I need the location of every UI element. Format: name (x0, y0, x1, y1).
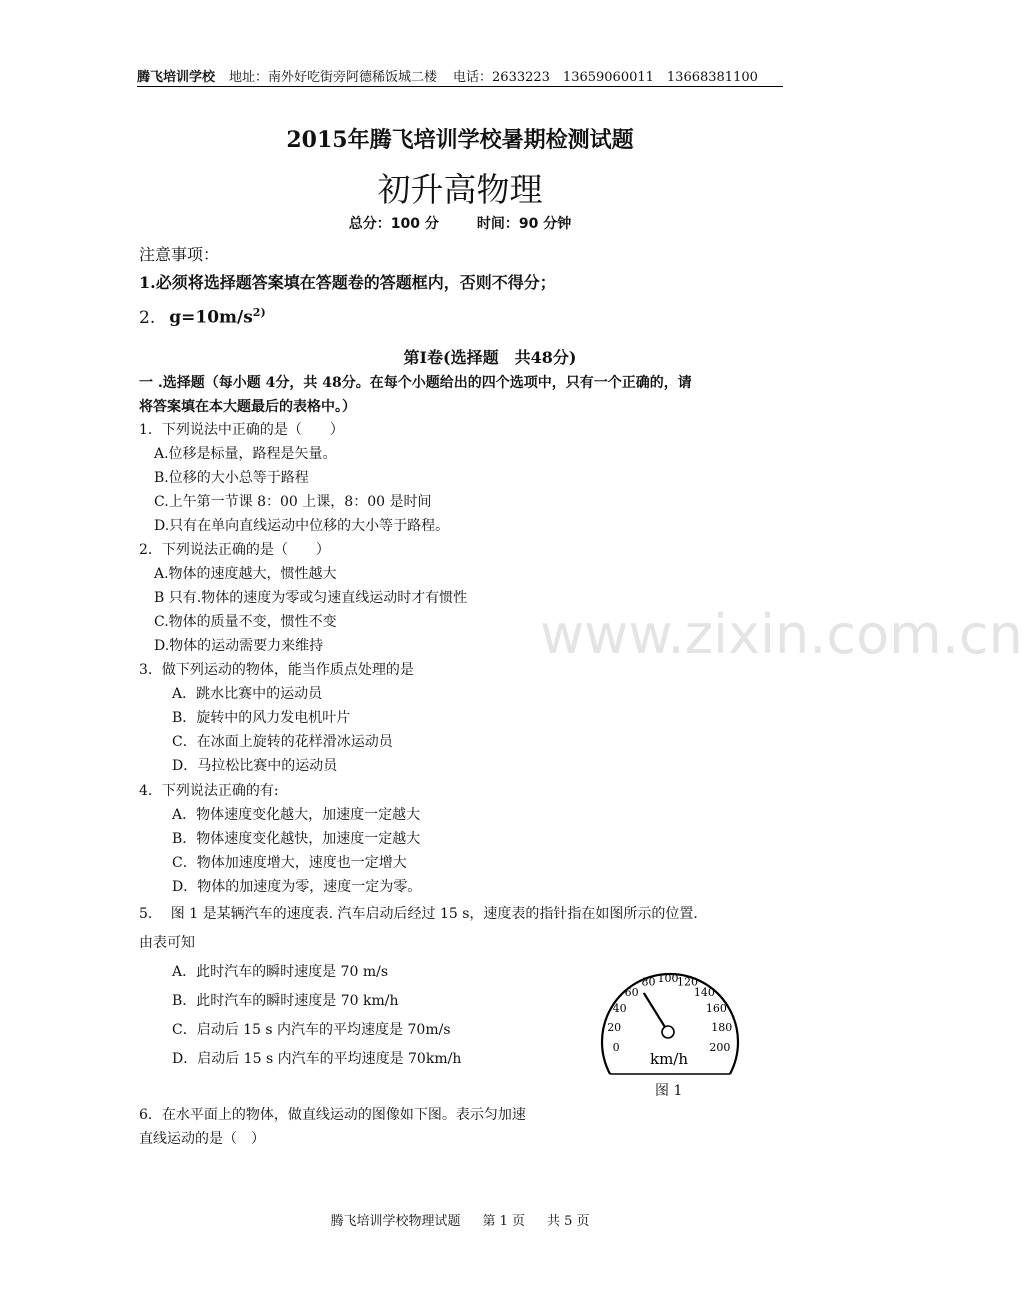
speedometer-figure (596, 960, 744, 1080)
note-item-2-text: g=10m/s (169, 307, 253, 328)
exam-title: 2015年腾飞培训学校暑期检测试题 (286, 127, 634, 153)
question-3-option-b: B．旋转中的风力发电机叶片 (172, 710, 351, 726)
question-1-option-b: B.位移的大小总等于路程 (154, 470, 309, 486)
header-phone: 电话：2633223 13659060011 13668381100 (453, 70, 758, 85)
gauge-needle (644, 993, 668, 1032)
exam-time: 时间：90 分钟 (476, 216, 572, 232)
note-item-1: 1.必须将选择题答案填在答题卷的答题框内，否则不得分； (139, 273, 556, 292)
footer-total: 共 5 页 (547, 1214, 590, 1229)
page-header (137, 66, 783, 85)
instruction-line-2: 将答案填在本大题最后的表格中。） (139, 399, 356, 415)
gauge-tick-label: 160 (705, 1002, 727, 1015)
question-3-option-a: A．跳水比赛中的运动员 (172, 686, 323, 702)
page-footer (0, 1210, 920, 1229)
gauge-unit: km/h (649, 1050, 689, 1068)
question-1-option-a: A.位移是标量，路程是矢量。 (154, 446, 337, 462)
gauge-tick-label: 80 (641, 975, 656, 989)
question-2-option-b: B 只有.物体的速度为零或匀速直线运动时才有惯性 (154, 590, 468, 606)
question-4-stem: 4．下列说法正确的有: (139, 783, 279, 799)
watermark: www.zixin.com.cn (540, 603, 1023, 666)
question-3-option-d: D．马拉松比赛中的运动员 (172, 758, 338, 774)
question-2-option-c: C.物体的质量不变，惯性不变 (154, 614, 337, 630)
gauge-tick-label: 20 (607, 1021, 622, 1035)
question-5-option-b: B．此时汽车的瞬时速度是 70 km/h (172, 993, 399, 1009)
question-5-option-a: A．此时汽车的瞬时速度是 70 m/s (172, 964, 389, 980)
header-address: 地址：南外好吃街旁阿德稀饭城二楼 (229, 70, 438, 85)
gauge-ticks (607, 972, 732, 1054)
question-5-stem-cont: 由表可知 (139, 935, 195, 951)
question-4-option-c: C．物体加速度增大，速度也一定增大 (172, 855, 407, 871)
score-time-line (0, 213, 920, 233)
question-3-option-c: C．在冰面上旋转的花样滑冰运动员 (172, 734, 393, 750)
question-4-option-d: D．物体的加速度为零，速度一定为零。 (172, 879, 422, 895)
question-3-stem: 3．做下列运动的物体，能当作质点处理的是 (139, 662, 414, 678)
gauge-tick-label: 140 (693, 986, 715, 1000)
gauge-tick-label: 100 (657, 972, 679, 985)
note-item-2-sup: 2) (252, 306, 266, 319)
gauge-hub (662, 1026, 674, 1038)
gauge-tick-label: 0 (612, 1040, 620, 1054)
question-2-option-a: A.物体的速度越大，惯性越大 (154, 566, 337, 582)
question-5-option-c: C．启动后 15 s 内汽车的平均速度是 70m/s (172, 1022, 451, 1038)
note-item-2 (139, 306, 266, 328)
footer-title: 腾飞培训学校物理试题 (330, 1214, 461, 1229)
question-2-stem: 2．下列说法正确的是（ ） (139, 542, 330, 558)
figure-caption: 图 1 (655, 1083, 683, 1099)
gauge-tick-label: 60 (624, 986, 639, 1000)
total-score: 总分：100 分 (348, 216, 439, 232)
instruction-line-1: 一 .选择题（每小题 4分，共 48分。在每个小题给出的四个选项中，只有一个正确的，请 (139, 375, 692, 391)
question-1-option-d: D.只有在单向直线运动中位移的大小等于路程。 (154, 518, 450, 534)
exam-subtitle: 初升高物理 (377, 170, 543, 209)
question-2-option-d: D.物体的运动需要力来维持 (154, 638, 324, 654)
gauge-tick-label: 200 (709, 1040, 731, 1054)
question-4-option-a: A．物体速度变化越大，加速度一定越大 (172, 807, 421, 823)
question-6-stem-cont: 直线运动的是（ ） (139, 1131, 265, 1147)
header-rule (137, 86, 783, 87)
question-6-stem: 6．在水平面上的物体，做直线运动的图像如下图。表示匀加速 (139, 1107, 526, 1123)
note-item-2-number: 2. (139, 307, 156, 328)
question-5-option-d: D．启动后 15 s 内汽车的平均速度是 70km/h (172, 1051, 462, 1067)
question-1-stem: 1．下列说法中正确的是（ ） (139, 422, 344, 438)
gauge-tick-label: 120 (677, 975, 698, 989)
gauge-tick-label: 180 (711, 1021, 733, 1035)
footer-page: 第 1 页 (482, 1214, 525, 1229)
part-one-title: 第Ⅰ卷(选择题 共48分) (403, 348, 577, 367)
question-1-option-c: C.上午第一节课 8：00 上课，8：00 是时间 (154, 494, 432, 510)
header-school: 腾飞培训学校 (137, 70, 216, 85)
gauge-tick-label: 40 (612, 1002, 627, 1015)
question-4-option-b: B．物体速度变化越快，加速度一定越大 (172, 831, 421, 847)
question-5-stem: 5. 图 1 是某辆汽车的速度表. 汽车启动后经过 15 s，速度表的指针指在如图所示的位置. (139, 906, 698, 922)
notes-heading: 注意事项： (139, 245, 220, 264)
